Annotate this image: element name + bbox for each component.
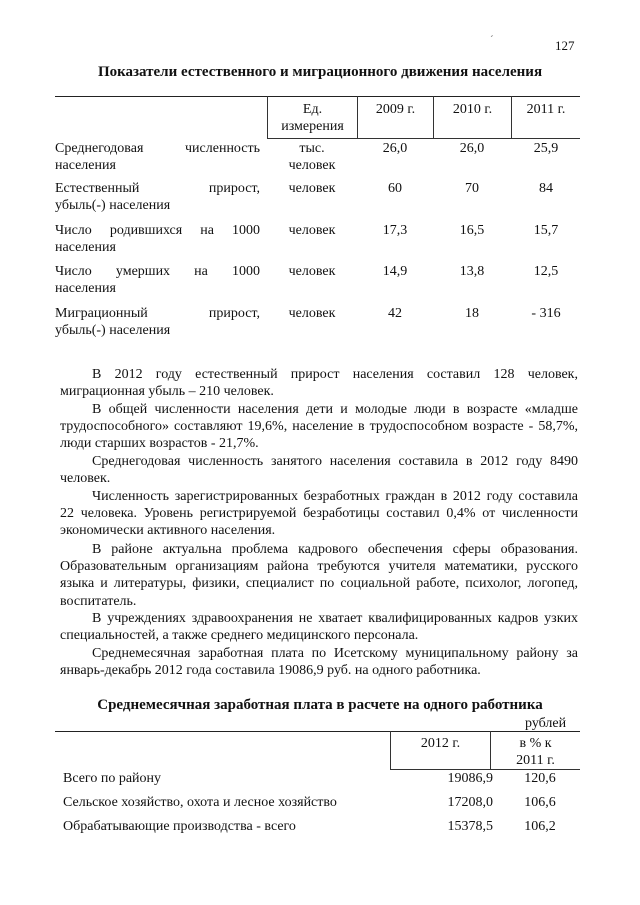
value-2011: 25,9 (533, 141, 559, 156)
row-unit-l1: тыс. (299, 141, 325, 156)
value-2009: 14,9 (382, 264, 408, 279)
row-name-l1: Естественный прирост, (55, 181, 260, 196)
paragraph-text: Среднегодовая численность занятого населения составила в 2012 году 8490 человек. (60, 454, 578, 487)
header-pct-l2: 2011 г. (516, 753, 555, 768)
value-2009: 17,3 (382, 223, 408, 238)
value-2009: 26,0 (382, 141, 408, 156)
table1-header-rule (267, 138, 580, 139)
header-2009: 2009 г. (357, 96, 433, 138)
row-unit-l2: человек (288, 158, 336, 173)
row-unit: человек (288, 306, 336, 321)
row-name: Сельское хозяйство, охота и лесное хозяйство (63, 795, 337, 810)
row-name-l1: Число умерших на 1000 (55, 264, 260, 279)
paragraph (60, 453, 578, 487)
row-name-l1: Число родившихся на 1000 (55, 223, 260, 238)
value-2012: 19086,9 (447, 771, 493, 786)
header-pct-l1: в % к (519, 736, 552, 751)
row-name: Всего по району (63, 771, 162, 786)
paragraph-text: В районе актуальна проблема кадрового обеспечения сферы образования. Образовательным организациям района требуются учителя математики, русского языка и литературы, физики, специалист по социальной работе, психолог, логопед, воспитатель. (60, 542, 578, 609)
row-name-l2: населения (55, 158, 116, 173)
header-2011: 2011 г. (511, 96, 580, 138)
paragraph (60, 366, 578, 400)
row-name-l2: населения (55, 240, 116, 255)
row-unit: человек (288, 223, 336, 238)
row-name (55, 222, 260, 256)
pen-mark-icon: ˊ (490, 34, 494, 46)
value-2010: 26,0 (459, 141, 485, 156)
page-number: 127 (555, 38, 575, 53)
row-name-l2: населения (55, 281, 116, 296)
paragraph-text: Численность зарегистрированных безработных граждан в 2012 году составила 22 человека. Уровень регистрируемой безработицы составил 0,4% от численности экономически активного населения. (60, 489, 578, 539)
value-2010: 18 (465, 306, 479, 321)
header-unit (267, 96, 357, 138)
row-unit (267, 140, 357, 174)
paragraph (60, 401, 578, 453)
row-name-l2: убыль(-) населения (55, 198, 171, 213)
paragraph-text: В 2012 году естественный прирост населения составил 128 человек, миграционная убыль – 210 человек. (60, 367, 578, 400)
row-unit: человек (288, 181, 336, 196)
header-pct (490, 731, 580, 769)
paragraph (60, 541, 578, 610)
value-pct: 106,2 (524, 819, 556, 834)
value-2010: 70 (465, 181, 479, 196)
header-unit-l2: измерения (281, 119, 344, 134)
value-2010: 13,8 (459, 264, 485, 279)
row-name (55, 180, 260, 214)
header-unit-l1: Ед. (302, 102, 323, 117)
table2-title: Среднемесячная заработная плата в расчете на одного работника (97, 697, 543, 713)
value-pct: 106,6 (524, 795, 556, 810)
value-2012: 15378,5 (447, 819, 493, 834)
paragraph (60, 645, 578, 679)
value-2012: 17208,0 (447, 795, 493, 810)
value-2011: 15,7 (533, 223, 559, 238)
paragraph-text: В учреждениях здравоохранения не хватает квалифицированных кадров узких специальностей, а также среднего медицинского персонала. (60, 611, 578, 644)
row-name-l2: убыль(-) населения (55, 323, 171, 338)
value-2009: 60 (388, 181, 402, 196)
row-name-l1: Среднегодовая численность (55, 141, 260, 156)
header-2012: 2012 г. (390, 731, 490, 769)
value-2011: 84 (539, 181, 553, 196)
table1-title: Показатели естественного и миграционного движения населения (97, 64, 543, 80)
row-name-l1: Миграционный прирост, (55, 306, 260, 321)
header-2010: 2010 г. (433, 96, 511, 138)
paragraph-text: В общей численности населения дети и молодые люди в возрасте «младше трудоспособного» составляют 19,6%, население в трудоспособном возрасте - 58,7%, люди старших возрастов - 21,7%. (60, 402, 578, 452)
value-2010: 16,5 (459, 223, 485, 238)
paragraph (60, 488, 578, 540)
table1-header (55, 96, 580, 138)
paragraph (60, 610, 578, 644)
row-name: Обрабатывающие производства - всего (63, 819, 296, 834)
value-2011: - 316 (531, 306, 561, 321)
row-name (55, 263, 260, 297)
row-unit: человек (288, 264, 336, 279)
value-2009: 42 (388, 306, 402, 321)
row-name (55, 140, 260, 174)
value-pct: 120,6 (524, 771, 556, 786)
table2-unit-label: рублей (525, 716, 567, 731)
value-2011: 12,5 (533, 264, 559, 279)
paragraph-text: Среднемесячная заработная плата по Исетскому муниципальному району за январь-декабрь 2012 года составила 19086,9 руб. на одного работника. (60, 646, 578, 679)
row-name (55, 305, 260, 339)
